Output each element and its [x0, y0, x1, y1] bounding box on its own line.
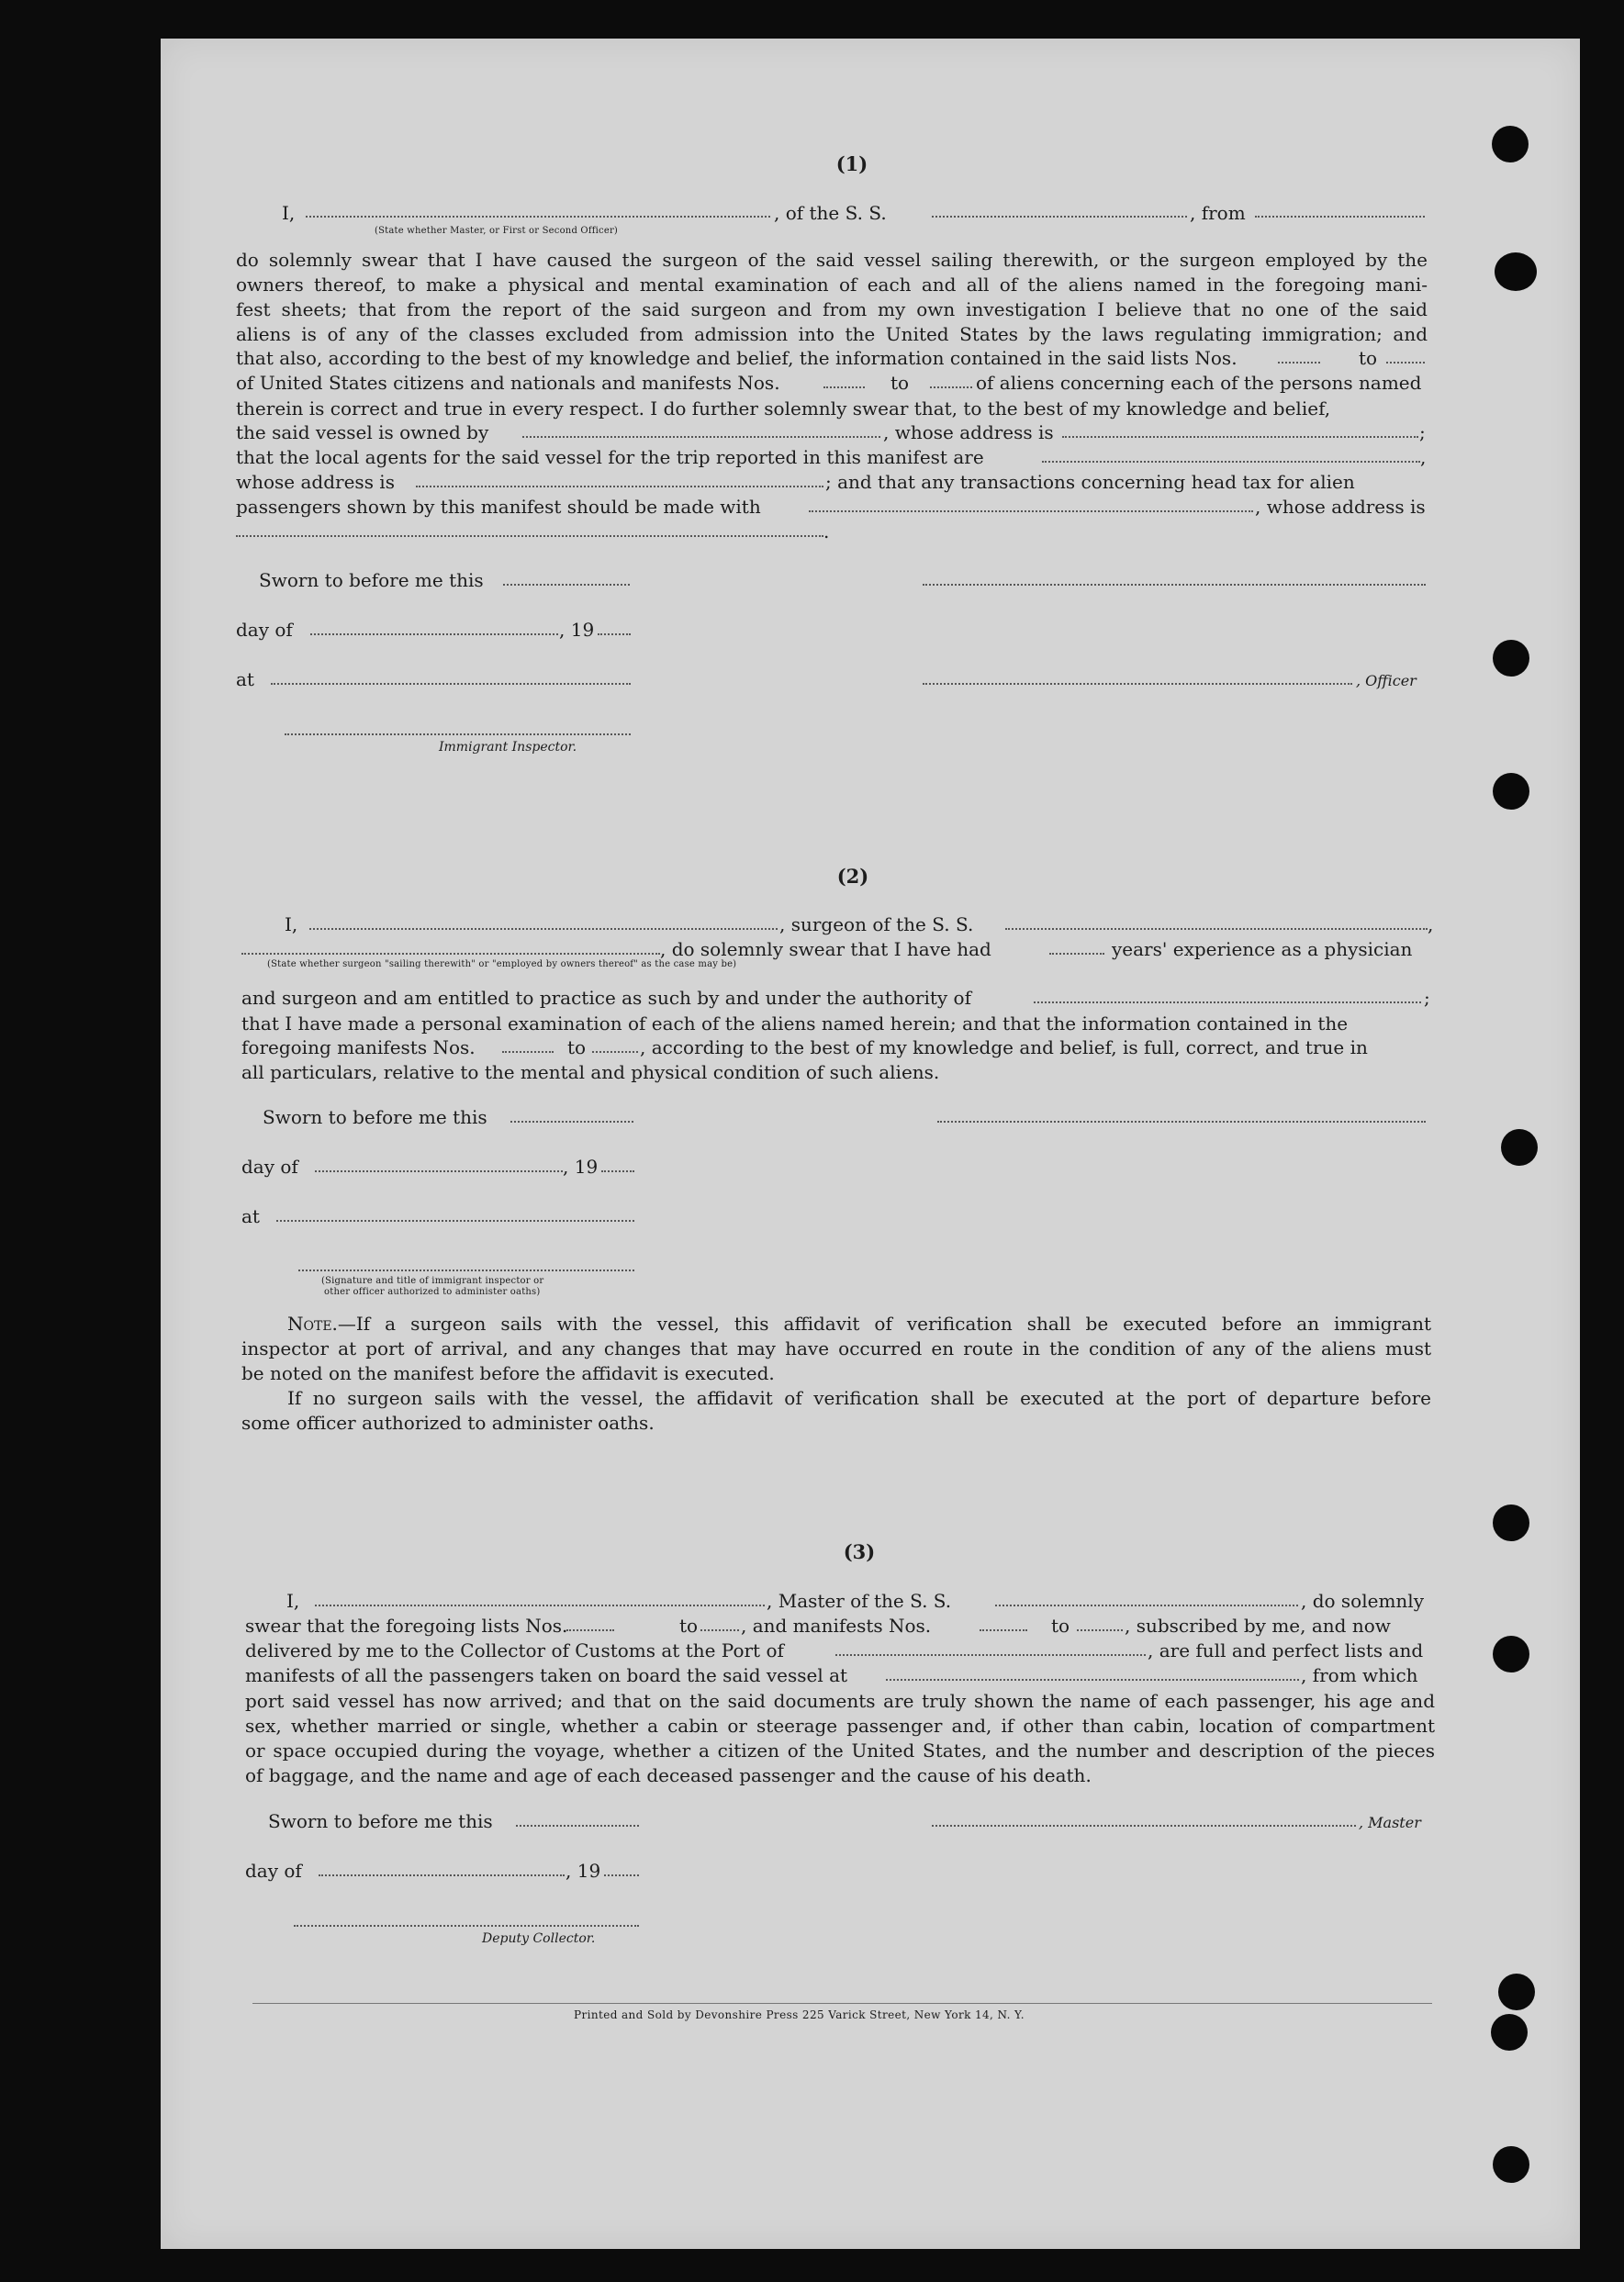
s3-l1b: , Master of the S. S. — [767, 1590, 952, 1612]
s1-inspector-label: Immigrant Inspector. — [439, 740, 577, 755]
s1-i-label: I, — [282, 202, 296, 224]
s2-l3b: ; — [1424, 987, 1430, 1009]
s3-lists-to-field[interactable] — [700, 1628, 739, 1631]
s2-sworn-label: Sworn to before me this — [263, 1106, 487, 1128]
punch-hole — [1495, 252, 1537, 291]
s3-body-text: port said vessel has now arrived; and that on the said documents are truly shown the name of each passenger, his age and sex, whether married or single, whether a cabin or steerage passenger and, if other than cabin, location of compartment or space occupied during the voyage, whether a citizen of the United States, and the number and description of the pieces of baggage, and the name and age of each deceased passenger and the cause of his death. — [245, 1690, 1435, 1786]
s2-signature-note-2: other officer authorized to administer oaths) — [324, 1287, 541, 1297]
s3-l1c: , do solemnly — [1301, 1590, 1424, 1612]
s2-l5c: , according to the best of my knowledge and belief, is full, correct, and true in — [640, 1036, 1368, 1058]
punch-hole — [1492, 126, 1529, 162]
s1-day-field[interactable] — [310, 632, 558, 635]
s2-day-of-label: day of — [241, 1156, 298, 1178]
s3-day-of-label: day of — [245, 1860, 302, 1882]
s3-year-field[interactable] — [604, 1874, 639, 1876]
s1-headtax-field[interactable] — [809, 509, 1253, 512]
s2-year-label: , 19 — [563, 1156, 599, 1178]
s3-l3b: , are full and perfect lists and — [1148, 1639, 1424, 1661]
s1-officer-line[interactable] — [923, 682, 1352, 685]
s1-l8c: ; — [1419, 421, 1426, 443]
punch-hole — [1501, 1129, 1538, 1166]
s3-departure-port-field[interactable] — [886, 1678, 1299, 1681]
s3-l4a: manifests of all the passengers taken on board the said vessel at — [245, 1664, 848, 1686]
s1-agents-field[interactable] — [1042, 460, 1420, 463]
s1-l12: . — [823, 520, 830, 543]
s1-year-label: , 19 — [559, 619, 595, 641]
s1-l11a: passengers shown by this manifest should be made with — [236, 496, 761, 518]
s1-l11b: , whose address is — [1255, 496, 1426, 518]
section-2-number: (2) — [836, 865, 869, 888]
s2-i-label: I, — [285, 913, 298, 935]
s1-l6c: of aliens concerning each of the persons named — [976, 372, 1422, 394]
s1-from-field[interactable] — [1255, 215, 1425, 218]
s3-l3a: delivered by me to the Collector of Customs at the Port of — [245, 1639, 784, 1661]
section-1-number: (1) — [835, 152, 868, 175]
punch-hole — [1498, 1974, 1535, 2010]
s3-sworn-label: Sworn to before me this — [268, 1810, 493, 1832]
s2-l5a: foregoing manifests Nos. — [241, 1036, 476, 1058]
s3-ship-name-field[interactable] — [995, 1604, 1298, 1606]
s3-l2b: to — [679, 1615, 699, 1637]
s3-port-field[interactable] — [835, 1653, 1146, 1656]
footer-rule — [252, 2003, 1432, 2004]
s1-lists-to-field[interactable] — [1386, 361, 1425, 364]
s2-manifests-from-field[interactable] — [502, 1050, 554, 1053]
s1-officer-name-field[interactable] — [306, 215, 770, 218]
s1-from-label: , from — [1190, 202, 1246, 224]
s1-of-ss-label: , of the S. S. — [774, 202, 887, 224]
s1-sworn-date-field[interactable] — [503, 583, 630, 586]
punch-hole — [1493, 1636, 1529, 1672]
s1-l8a: the said vessel is owned by — [236, 421, 489, 443]
s3-master-label: , Master — [1359, 1814, 1421, 1831]
s2-year-field[interactable] — [601, 1169, 634, 1172]
s1-sworn-label: Sworn to before me this — [259, 569, 484, 591]
s2-years-field[interactable] — [1049, 952, 1104, 955]
s1-headtax-address-field[interactable] — [236, 534, 823, 537]
s1-l10b: ; and that any transactions concerning head tax for alien — [825, 471, 1355, 493]
s1-officer-subnote: (State whether Master, or First or Second Officer) — [375, 226, 619, 236]
s3-master-signature-line[interactable] — [932, 1824, 1356, 1827]
s2-manifests-to-field[interactable] — [592, 1050, 638, 1053]
s1-l9b: , — [1420, 446, 1427, 468]
s3-sworn-date-field[interactable] — [516, 1824, 639, 1827]
s1-l5b: to — [1359, 347, 1378, 369]
s3-day-field[interactable] — [319, 1874, 565, 1876]
s2-surgeon-subnote: (State whether surgeon "sailing therewith" or "employed by owners thereof" as the case may be) — [267, 959, 737, 969]
s1-ship-name-field[interactable] — [932, 215, 1187, 218]
s2-l1c: , — [1428, 913, 1434, 935]
form-page — [161, 39, 1580, 2249]
s1-l7: therein is correct and true in every respect. I do further solemnly swear that, to the best of my knowledge and belief, — [236, 397, 1331, 419]
s3-collector-label: Deputy Collector. — [482, 1931, 596, 1946]
s2-surgeon-signature-line[interactable] — [937, 1120, 1426, 1123]
s2-l2b: years' experience as a physician — [1112, 938, 1413, 960]
s2-l6: all particulars, relative to the mental and physical condition of such aliens. — [241, 1061, 940, 1083]
s3-l2a: swear that the foregoing lists Nos. — [245, 1615, 568, 1637]
s3-manifests-from-field[interactable] — [980, 1628, 1027, 1631]
s2-sworn-date-field[interactable] — [510, 1120, 633, 1123]
s1-officer-signature-line[interactable] — [923, 583, 1426, 586]
s3-year-label: , 19 — [566, 1860, 601, 1882]
section-3-number: (3) — [843, 1540, 876, 1563]
s1-l6a: of United States citizens and nationals and manifests Nos. — [236, 372, 780, 394]
s1-l8b: , whose address is — [883, 421, 1054, 443]
s3-l2d: to — [1051, 1615, 1070, 1637]
s3-l2c: , and manifests Nos. — [741, 1615, 932, 1637]
s1-year-field[interactable] — [598, 632, 631, 635]
s1-at-field[interactable] — [271, 682, 631, 685]
s2-l3a: and surgeon and am entitled to practice as such by and under the authority of — [241, 987, 971, 1009]
s1-body-text: do solemnly swear that I have caused the surgeon of the said vessel sailing therewith, or the surgeon employed by the owners thereof, to make a physical and mental examination of each and all of the aliens named in the foregoing mani- fest sheets; that from the report of the said surgeon and from my own investigation I believe that no one of the said aliens is of any of the classes excluded from admission into the United States by the laws regulating immigration; and — [236, 249, 1428, 345]
s1-owner-field[interactable] — [522, 435, 880, 438]
s2-l5b: to — [567, 1036, 587, 1058]
punch-hole — [1493, 640, 1529, 677]
punch-hole — [1493, 1505, 1529, 1541]
s2-surgeon-status-field[interactable] — [241, 952, 660, 955]
s1-l10a: whose address is — [236, 471, 395, 493]
s2-note: Note.—If a surgeon sails with the vessel, this affidavit of verification shall be executed before an immigrant inspector at port of arrival, and any changes that may have occurred en route in the condition of any of the aliens must be noted on the manifest before the affidavit is executed. If no surgeon sails with the vessel, the affidavit of verification shall be executed at the port of departure before some officer authorized to administer oaths. — [241, 1313, 1431, 1434]
s1-at-label: at — [236, 668, 254, 690]
s1-inspector-signature-line[interactable] — [285, 733, 631, 735]
s1-l6b: to — [890, 372, 910, 394]
s2-at-field[interactable] — [276, 1219, 634, 1222]
s1-lists-from-field[interactable] — [1278, 361, 1320, 364]
s1-owner-address-field[interactable] — [1062, 435, 1418, 438]
s2-l2a: , do solemnly swear that I have had — [660, 938, 991, 960]
s2-l1b: , surgeon of the S. S. — [779, 913, 974, 935]
s2-signature-note-1: (Signature and title of immigrant inspector or — [321, 1276, 544, 1286]
s3-i-label: I, — [286, 1590, 300, 1612]
s1-manifests-to-field[interactable] — [930, 386, 972, 388]
s3-l4b: , from which — [1301, 1664, 1418, 1686]
s1-l5a: that also, according to the best of my knowledge and belief, the information contained in the said lists Nos. — [236, 347, 1238, 369]
s3-collector-signature-line[interactable] — [294, 1924, 639, 1927]
s1-manifests-from-field[interactable] — [823, 386, 865, 388]
s3-l2e: , subscribed by me, and now — [1125, 1615, 1391, 1637]
punch-hole — [1493, 2146, 1529, 2183]
s3-manifests-to-field[interactable] — [1077, 1628, 1123, 1631]
s2-inspector-signature-line[interactable] — [298, 1269, 634, 1271]
s2-l4: that I have made a personal examination of each of the aliens named herein; and that the information contained in the — [241, 1012, 1349, 1035]
s3-master-name-field[interactable] — [315, 1604, 765, 1606]
punch-hole — [1491, 2014, 1528, 2051]
s2-at-label: at — [241, 1205, 260, 1227]
s2-ship-name-field[interactable] — [1005, 927, 1428, 930]
s1-l9a: that the local agents for the said vessel for the trip reported in this manifest are — [236, 446, 984, 468]
s1-agents-address-field[interactable] — [416, 485, 823, 487]
s1-officer-label: , Officer — [1356, 672, 1417, 689]
punch-hole — [1493, 773, 1529, 810]
s1-day-of-label: day of — [236, 619, 293, 641]
s2-surgeon-name-field[interactable] — [309, 927, 778, 930]
s2-day-field[interactable] — [315, 1169, 563, 1172]
printer-imprint: Printed and Sold by Devonshire Press 225 Varick Street, New York 14, N. Y. — [574, 2008, 1025, 2021]
note-label: Note. — [287, 1313, 338, 1335]
s2-authority-field[interactable] — [1034, 1001, 1421, 1003]
s3-lists-from-field[interactable] — [566, 1628, 614, 1631]
